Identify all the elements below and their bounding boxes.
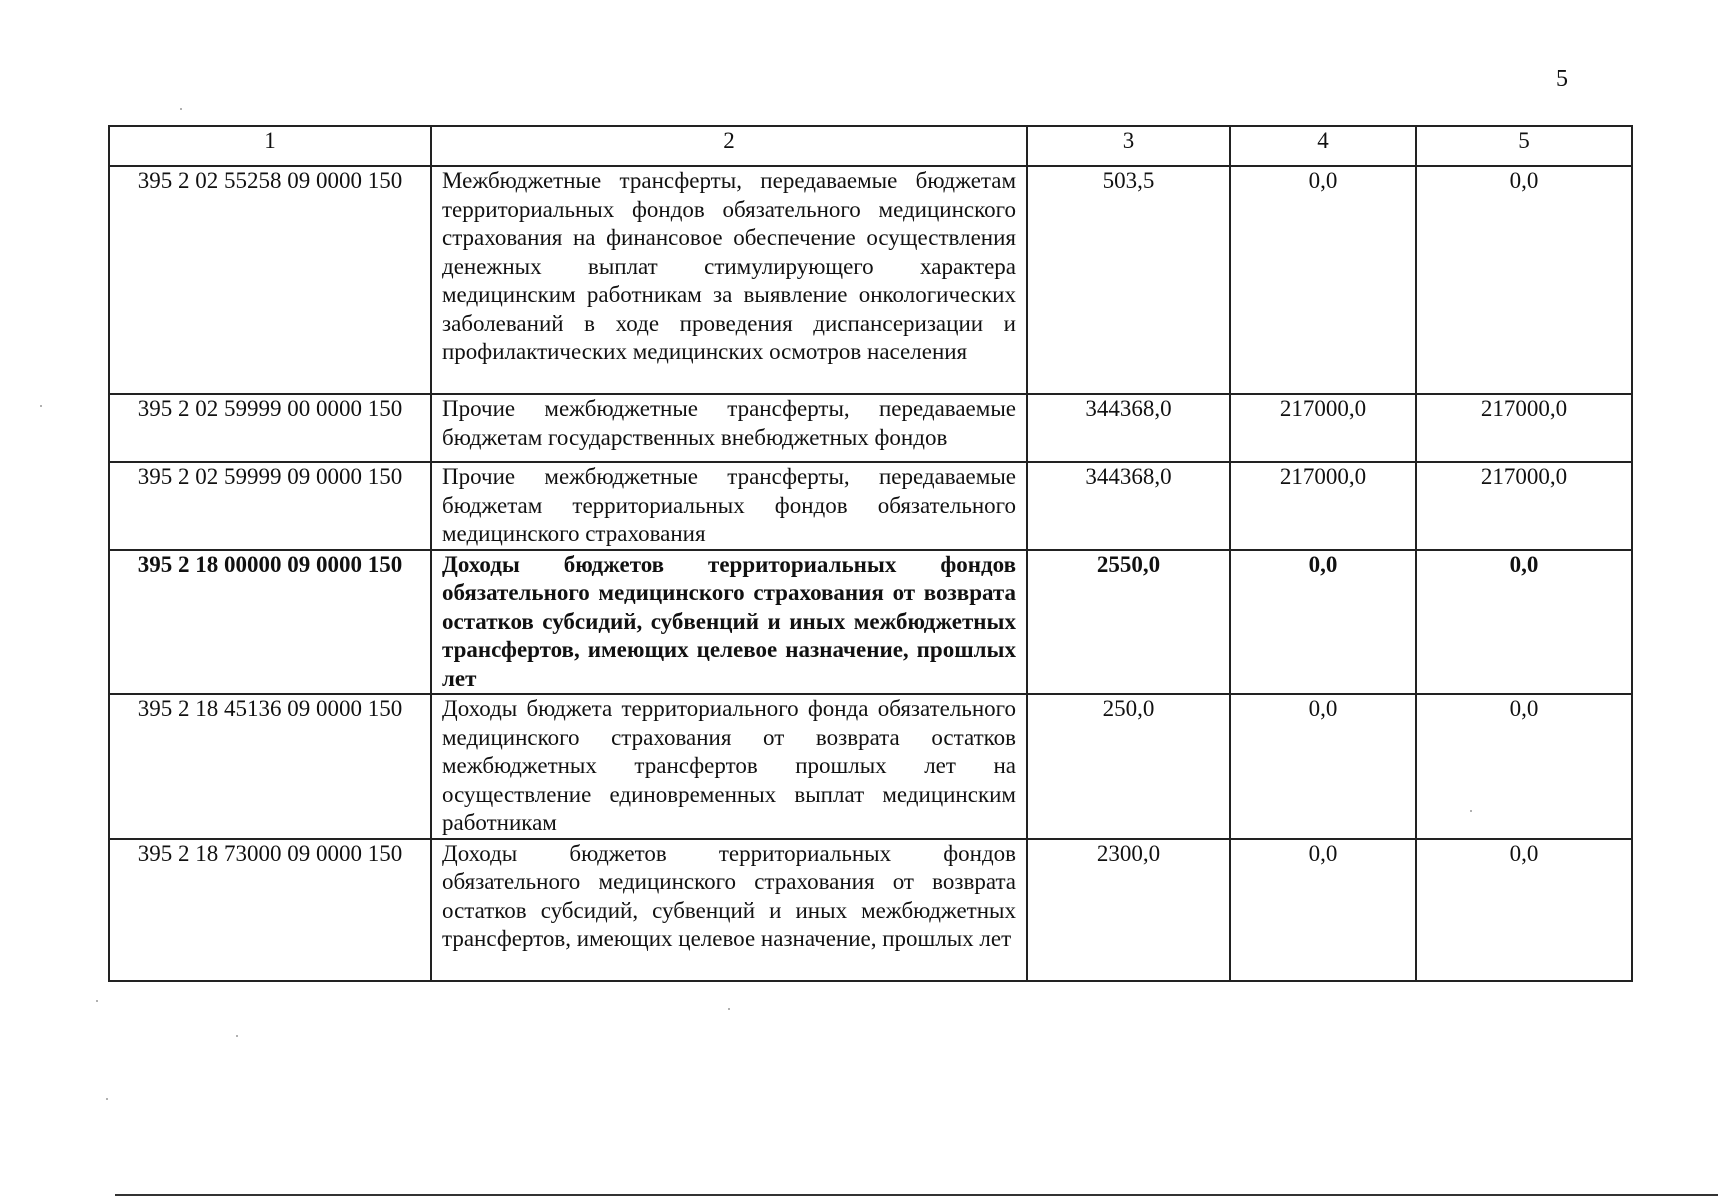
- amount-col3-cell: 250,0: [1027, 694, 1230, 839]
- description-cell: Доходы бюджета территориального фонда обязательного медицинского страхования от возврата остатков межбюджетных трансфертов прошлых лет на осуществление единовременных выплат медицинским работникам: [431, 694, 1027, 839]
- column-header-5: 5: [1416, 126, 1632, 166]
- amount-col3-cell: 344368,0: [1027, 462, 1230, 550]
- amount-col4-cell: 0,0: [1230, 694, 1416, 839]
- amount-col3-cell: 344368,0: [1027, 394, 1230, 462]
- amount-col4-cell: 217000,0: [1230, 462, 1416, 550]
- column-header-1: 1: [109, 126, 431, 166]
- description-cell: Доходы бюджетов территориальных фондов обязательного медицинского страхования от возврата остатков субсидий, субвенций и иных межбюджетных трансфертов, имеющих целевое назначение, прошлых лет: [431, 550, 1027, 695]
- amount-col4-cell: 0,0: [1230, 166, 1416, 394]
- table-row: [109, 694, 1632, 839]
- table-row: [109, 166, 1632, 394]
- table-row: [109, 394, 1632, 462]
- budget-code-cell: 395 2 02 59999 00 0000 150: [109, 394, 431, 462]
- amount-col5-cell: 217000,0: [1416, 394, 1632, 462]
- column-header-3: 3: [1027, 126, 1230, 166]
- page-number: 5: [1556, 66, 1568, 92]
- scan-speck: [728, 1008, 730, 1010]
- amount-col3-cell: 503,5: [1027, 166, 1230, 394]
- table-row: [109, 839, 1632, 981]
- description-cell: Прочие межбюджетные трансферты, передаваемые бюджетам территориальных фондов обязательного медицинского страхования: [431, 462, 1027, 550]
- scan-edge-line: [115, 1194, 1718, 1196]
- amount-col4-cell: 217000,0: [1230, 394, 1416, 462]
- scan-speck: [1470, 810, 1472, 812]
- scan-speck: [180, 108, 182, 110]
- budget-code-cell: 395 2 02 55258 09 0000 150: [109, 166, 431, 394]
- amount-col4-cell: 0,0: [1230, 839, 1416, 981]
- column-header-4: 4: [1230, 126, 1416, 166]
- amount-col5-cell: 0,0: [1416, 694, 1632, 839]
- scan-speck: [96, 1000, 98, 1002]
- scan-speck: [40, 405, 42, 407]
- amount-col5-cell: 0,0: [1416, 550, 1632, 695]
- table-row-total: [109, 550, 1632, 695]
- column-header-2: 2: [431, 126, 1027, 166]
- table-header-row: [109, 126, 1632, 166]
- description-cell: Прочие межбюджетные трансферты, передаваемые бюджетам государственных внебюджетных фондов: [431, 394, 1027, 462]
- amount-col5-cell: 0,0: [1416, 839, 1632, 981]
- budget-code-cell: 395 2 18 00000 09 0000 150: [109, 550, 431, 695]
- amount-col3-cell: 2300,0: [1027, 839, 1230, 981]
- amount-col3-cell: 2550,0: [1027, 550, 1230, 695]
- amount-col4-cell: 0,0: [1230, 550, 1416, 695]
- amount-col5-cell: 0,0: [1416, 166, 1632, 394]
- scan-speck: [236, 1035, 238, 1037]
- table-row: [109, 462, 1632, 550]
- budget-code-cell: 395 2 02 59999 09 0000 150: [109, 462, 431, 550]
- amount-col5-cell: 217000,0: [1416, 462, 1632, 550]
- description-cell: Межбюджетные трансферты, передаваемые бюджетам территориальных фондов обязательного медицинского страхования на финансовое обеспечение осуществления денежных выплат стимулирующего характера медицинским работникам за выявление онкологических заболеваний в ходе проведения диспансеризации и профилактических медицинских осмотров населения: [431, 166, 1027, 394]
- scan-speck: [106, 1098, 108, 1100]
- budget-table: [108, 125, 1633, 982]
- description-cell: Доходы бюджетов территориальных фондов обязательного медицинского страхования от возврата остатков субсидий, субвенций и иных межбюджетных трансфертов, имеющих целевое назначение, прошлых лет: [431, 839, 1027, 981]
- budget-code-cell: 395 2 18 73000 09 0000 150: [109, 839, 431, 981]
- budget-code-cell: 395 2 18 45136 09 0000 150: [109, 694, 431, 839]
